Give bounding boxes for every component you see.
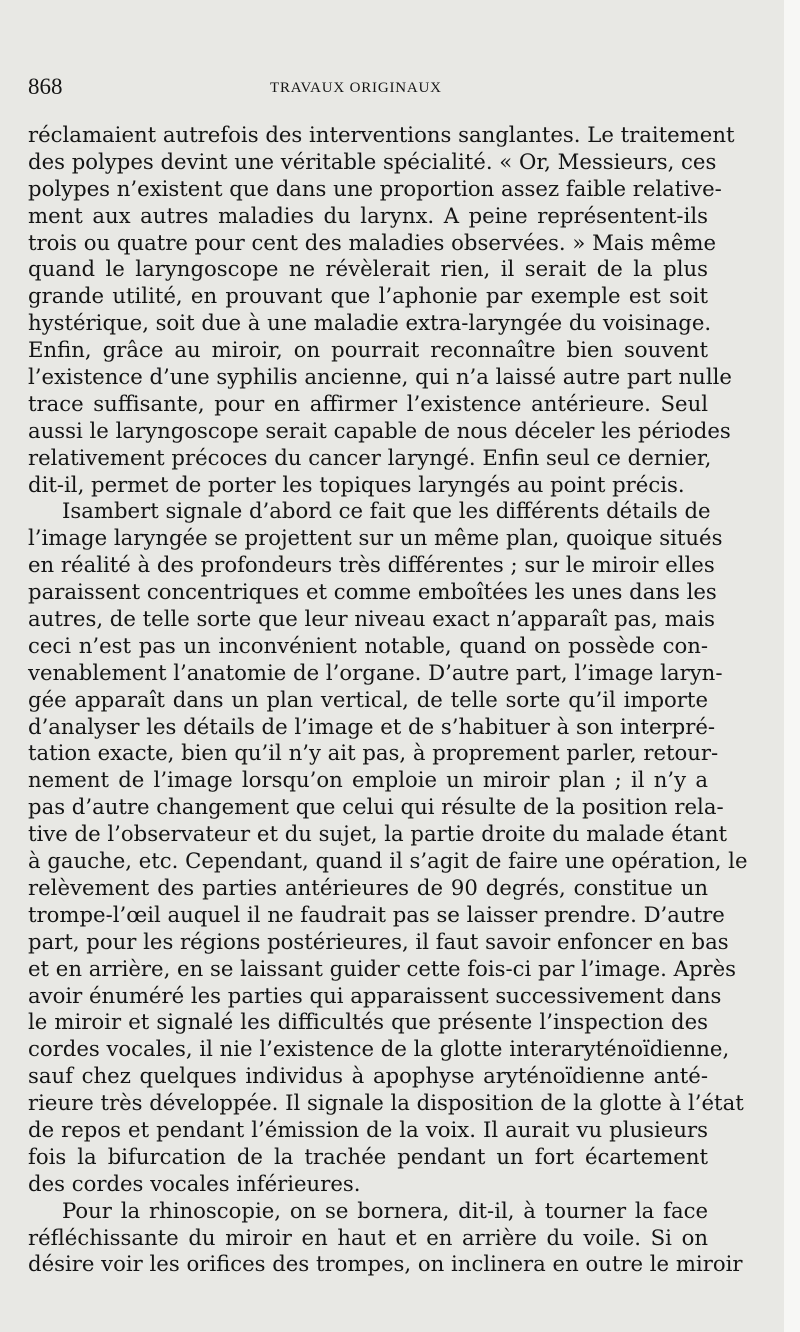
text-line: trace suffisante, pour en affirmer l’existence antérieure. Seul	[28, 390, 708, 416]
text-line: paraissent concentriques et comme emboîtées les unes dans les	[28, 579, 717, 605]
text-line: part, pour les régions postérieures, il faut savoir enfoncer en bas	[28, 928, 729, 954]
text-line: relativement précoces du cancer laryngé. Enfin seul ce dernier,	[28, 444, 712, 470]
text-line: d’analyser les détails de l’image et de s’habituer à son interpré-	[28, 713, 716, 739]
text-line: à gauche, etc. Cependant, quand il s’agit de faire une opération, le	[28, 848, 748, 874]
text-line: quand le laryngoscope ne révèlerait rien, il serait de la plus	[28, 256, 708, 282]
text-line: trois ou quatre pour cent des maladies observées. » Mais même	[28, 229, 717, 255]
text-line: Isambert signale d’abord ce fait que les différents détails de	[62, 498, 711, 524]
text-line: fois la bifurcation de la trachée pendant un fort écartement	[28, 1143, 708, 1169]
text-line: des polypes devint une véritable spécialité. « Or, Messieurs, ces	[28, 148, 717, 174]
text-line: hystérique, soit due à une maladie extra-laryngée du voisinage.	[28, 310, 712, 336]
text-line: nement de l’image lorsqu’on emploie un miroir plan ; il n’y a	[28, 767, 708, 793]
text-line: ment aux autres maladies du larynx. A peine représentent-ils	[28, 202, 708, 228]
text-line: relèvement des parties antérieures de 90 degrés, constitue un	[28, 874, 708, 900]
text-line: ceci n’est pas un inconvénient notable, quand on possède con-	[28, 632, 708, 658]
text-line: trompe-l’œil auquel il ne faudrait pas se laisser prendre. D’autre	[28, 901, 725, 927]
text-line: des cordes vocales inférieures.	[28, 1170, 361, 1196]
page-edge	[784, 0, 800, 1332]
text-line: Enfin, grâce au miroir, on pourrait reconnaître bien souvent	[28, 337, 708, 363]
text-line: autres, de telle sorte que leur niveau exact n’apparaît pas, mais	[28, 606, 716, 632]
text-line: l’image laryngée se projettent sur un même plan, quoique situés	[28, 525, 723, 551]
text-line: réfléchissante du miroir en haut et en arrière du voile. Si on	[28, 1224, 708, 1250]
text-line: Pour la rhinoscopie, on se bornera, dit-il, à tourner la face	[62, 1197, 708, 1223]
page-number: 868	[28, 74, 63, 99]
text-line: venablement l’anatomie de l’organe. D’autre part, l’image laryn-	[28, 659, 723, 685]
text-line: polypes n’existent que dans une proportion assez faible relative-	[28, 175, 722, 201]
text-line: tive de l’observateur et du sujet, la partie droite du malade étant	[28, 821, 728, 847]
text-line: réclamaient autrefois des interventions sanglantes. Le traitement	[28, 122, 735, 147]
running-head: TRAVAUX ORIGINAUX	[270, 80, 442, 96]
body-text	[28, 122, 748, 1278]
text-line: de repos et pendant l’émission de la voix. Il aurait vu plusieurs	[28, 1116, 708, 1142]
text-line: sauf chez quelques individus à apophyse aryténoïdienne anté-	[28, 1063, 708, 1089]
text-line: grande utilité, en prouvant que l’aphonie par exemple est soit	[28, 283, 708, 309]
text-line: pas d’autre changement que celui qui résulte de la position rela-	[28, 794, 724, 820]
page-header	[28, 74, 768, 104]
text-line: aussi le laryngoscope serait capable de nous déceler les périodes	[28, 417, 731, 443]
text-line: tation exacte, bien qu’il n’y ait pas, à proprement parler, retour-	[28, 740, 719, 766]
text-line: rieure très développée. Il signale la disposition de la glotte à l’état	[28, 1090, 744, 1116]
text-line: le miroir et signalé les difficultés que présente l’inspection des	[28, 1009, 708, 1035]
text-line: en réalité à des profondeurs très différentes ; sur le miroir elles	[28, 552, 715, 578]
text-line: dit-il, permet de porter les topiques laryngés au point précis.	[28, 471, 685, 497]
text-line: l’existence d’une syphilis ancienne, qui n’a laissé autre part nulle	[28, 364, 732, 390]
text-line: cordes vocales, il nie l’existence de la glotte interaryténoïdienne,	[28, 1036, 730, 1062]
text-line: gée apparaît dans un plan vertical, de telle sorte qu’il importe	[28, 686, 708, 712]
text-line: désire voir les orifices des trompes, on inclinera en outre le miroir	[28, 1251, 743, 1277]
text-line: et en arrière, en se laissant guider cette fois-ci par l’image. Après	[28, 955, 737, 981]
text-line: avoir énuméré les parties qui apparaissent successivement dans	[28, 982, 722, 1008]
